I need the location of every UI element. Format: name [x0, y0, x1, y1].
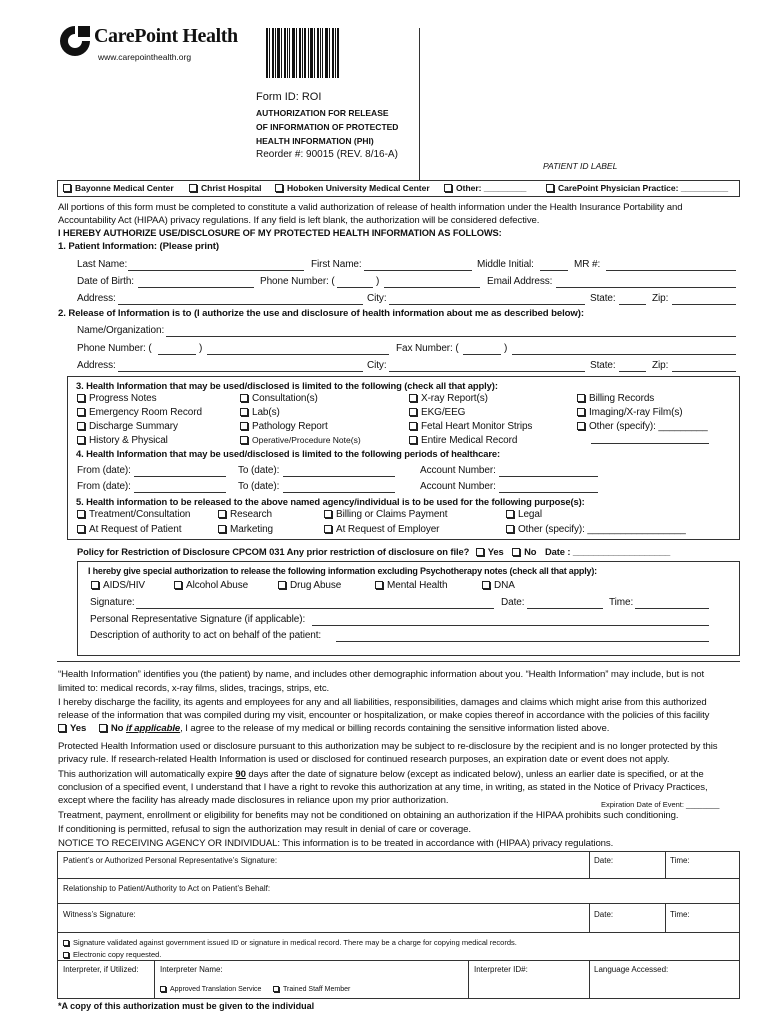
- chk-other-info-label: Other (specify): _________: [589, 421, 708, 432]
- facility-hoboken[interactable]: [275, 183, 430, 193]
- patient-id-label: PATIENT ID LABEL: [543, 161, 618, 171]
- middle-initial-label: Middle Initial:: [477, 259, 534, 270]
- chk-request-patient-label: At Request of Patient: [89, 524, 182, 535]
- table-row-divider-4: [57, 960, 740, 961]
- chk-approved-translation[interactable]: [160, 986, 261, 993]
- expiration-post: days after the date of signature below (except as indicated below), unless an earlier date is specified, or at the: [245, 769, 704, 780]
- logo-text: CarePoint Health: [94, 25, 238, 47]
- chk-marketing-label: Marketing: [230, 524, 274, 535]
- form-id: Form ID: ROI: [256, 91, 322, 103]
- chk-aids-hiv-label: AIDS/HIV: [103, 580, 145, 591]
- conditioning-2: If conditioning is permitted, refusal to sign the authorization may result in denial of care or coverage.: [58, 824, 471, 835]
- chk-consultation-label: Consultation(s): [252, 393, 318, 404]
- special-date-field[interactable]: [527, 608, 603, 609]
- from-date-1-label: From (date):: [77, 465, 131, 476]
- chk-discharge-summary[interactable]: [77, 421, 178, 432]
- zip-field[interactable]: [672, 304, 736, 305]
- chk-billing-claims[interactable]: [324, 509, 447, 520]
- email-label: Email Address:: [487, 276, 553, 287]
- chk-emergency-room-label: Emergency Room Record: [89, 407, 202, 418]
- chk-signature-validated[interactable]: [63, 938, 517, 947]
- special-heading: I hereby give special authorization to release the following information excluding Psychotherapy notes (check all that apply):: [88, 566, 597, 576]
- recipient-phone-area-field[interactable]: [158, 354, 196, 355]
- reorder-number: Reorder #: 90015 (REV. 8/16-A): [256, 149, 398, 160]
- state-field[interactable]: [619, 304, 646, 305]
- middle-initial-field[interactable]: [540, 270, 568, 271]
- sensitive-consent-text: , I agree to the release of my medical or billing records containing the sensitive information listed above.: [180, 723, 610, 734]
- expiration-pre: This authorization will automatically expire: [58, 769, 236, 780]
- last-name-label: Last Name:: [77, 259, 128, 270]
- chk-xray-report[interactable]: [409, 393, 488, 404]
- section1-heading: 1. Patient Information: (Please print): [58, 241, 219, 252]
- approved-translation-label: Approved Translation Service: [170, 986, 262, 993]
- name-org-field[interactable]: [166, 336, 736, 337]
- table-col-time-1: [665, 852, 666, 879]
- redisclosure-1: Protected Health Information used or disclosure pursuant to this authorization may be subject to re-disclosure by the recipient and is no longer protected by this: [58, 741, 718, 752]
- chk-request-employer[interactable]: [324, 524, 439, 535]
- barcode: [266, 28, 340, 78]
- intro-line-2: Accountability Act (HIPAA) privacy regulations. If any field is left blank, the authorization will be considered defective.: [58, 215, 540, 226]
- account-2-label: Account Number:: [420, 481, 496, 492]
- chk-request-patient[interactable]: [77, 524, 181, 535]
- form-title-line-3: HEALTH INFORMATION (PHI): [256, 136, 374, 146]
- chk-alcohol-abuse-label: Alcohol Abuse: [186, 580, 249, 591]
- facility-hoboken-label: Hoboken University Medical Center: [287, 183, 430, 193]
- table-row-divider-1: [57, 878, 740, 879]
- section2-heading: 2. Release of Information is to (I authorize the use and disclosure of health information about me as described below):: [58, 308, 584, 319]
- chk-imaging-label: Imaging/X-ray Film(s): [589, 407, 683, 418]
- patient-signature-cell[interactable]: Patient’s or Authorized Personal Representative’s Signature:: [63, 856, 278, 865]
- health-info-definition-1: “Health Information” identifies you (the patient) by name, and includes other demographic information about you. “Health Information” may include, but is not: [58, 669, 705, 680]
- table-col-time-2: [665, 904, 666, 933]
- facility-other[interactable]: [444, 183, 526, 193]
- chk-aids-hiv[interactable]: [91, 580, 145, 591]
- chk-ekg-eeg[interactable]: [409, 407, 465, 418]
- chk-electronic-copy[interactable]: [63, 950, 161, 959]
- rep-signature-label: Personal Representative Signature (if applicable):: [90, 614, 306, 625]
- recipient-phone-close: ): [199, 343, 203, 354]
- carepoint-logo-icon: [58, 24, 92, 58]
- recipient-state-field[interactable]: [619, 371, 646, 372]
- sensitive-yes-label: Yes: [70, 723, 87, 734]
- special-time-field[interactable]: [635, 608, 709, 609]
- expiration-2: conclusion of a specified event, I understand that I have a right to revoke this authorization at any time, in writing, as stated in the Notice of Privacy Practices,: [58, 782, 708, 793]
- redisclosure-2: privacy rule. If research-related Health Information is used or disclosed for continued research purposes, an expiration date or event does not apply.: [58, 754, 670, 765]
- chk-drug-abuse[interactable]: [278, 580, 341, 591]
- chk-operative-notes[interactable]: [240, 435, 361, 445]
- interpreter-name-cell[interactable]: Interpreter Name:: [160, 965, 223, 974]
- fax-label: Fax Number: (: [396, 343, 459, 354]
- chk-dna[interactable]: [482, 580, 515, 591]
- section3-heading: 3. Health Information that may be used/disclosed is limited to the following (check all that apply):: [76, 380, 498, 391]
- mr-label: MR #:: [574, 259, 601, 270]
- expiration-3: except where the facility has already made disclosures in reliance upon my prior authorization.: [58, 795, 449, 806]
- recipient-phone-field[interactable]: [207, 354, 389, 355]
- account-1-label: Account Number:: [420, 465, 496, 476]
- language-accessed-cell[interactable]: Language Accessed:: [594, 965, 669, 974]
- relationship-cell[interactable]: Relationship to Patient/Authority to Act on Patient’s Behalf:: [63, 884, 271, 893]
- recipient-city-field[interactable]: [389, 371, 585, 372]
- sensitive-no-label: No: [110, 723, 124, 734]
- table-col-interp-2: [468, 961, 469, 999]
- chk-progress-notes[interactable]: [77, 393, 157, 404]
- fax-close: ): [504, 343, 508, 354]
- fax-area-field[interactable]: [463, 354, 501, 355]
- chk-drug-abuse-label: Drug Abuse: [290, 580, 342, 591]
- chk-emergency-room[interactable]: [77, 407, 202, 418]
- interpreter-id-cell[interactable]: Interpreter ID#:: [474, 965, 528, 974]
- chk-imaging[interactable]: [577, 407, 682, 418]
- conditioning-1: Treatment, payment, enrollment or eligibility for benefits may not be conditioned on obtaining an authorization if the HIPAA prohibits such conditioning.: [58, 810, 679, 821]
- signature-validated-label: Signature validated against government issued ID or signature in medical record. There may be a charge for copying medical records.: [73, 938, 517, 947]
- chk-consultation[interactable]: [240, 393, 318, 404]
- patient-time-cell[interactable]: Time:: [670, 856, 690, 865]
- chk-ekg-eeg-label: EKG/EEG: [421, 407, 466, 418]
- if-applicable-text: if applicable: [126, 723, 181, 734]
- table-row-divider-2: [57, 903, 740, 904]
- to-date-2-label: To (date):: [238, 481, 280, 492]
- chk-progress-notes-label: Progress Notes: [89, 393, 157, 404]
- chk-mental-health[interactable]: [375, 580, 447, 591]
- expiration-1: [58, 769, 704, 780]
- chk-research-label: Research: [230, 509, 272, 520]
- from-date-2-label: From (date):: [77, 481, 131, 492]
- authority-description-label: Description of authority to act on behalf of the patient:: [90, 630, 322, 641]
- chk-billing-records-label: Billing Records: [589, 393, 655, 404]
- signature-table: [57, 851, 740, 999]
- chk-entire-record-label: Entire Medical Record: [421, 435, 518, 446]
- chk-other-purpose[interactable]: [506, 524, 686, 535]
- address-field[interactable]: [118, 304, 363, 305]
- chk-discharge-summary-label: Discharge Summary: [89, 421, 178, 432]
- header-divider: [419, 28, 420, 180]
- witness-signature-cell[interactable]: Witness’s Signature:: [63, 910, 136, 919]
- chk-billing-records[interactable]: [577, 393, 654, 404]
- interpreter-utilized-cell: Interpreter, if Utilized:: [63, 965, 139, 974]
- chk-fetal-heart-label: Fetal Heart Monitor Strips: [421, 421, 533, 432]
- from-date-1-field[interactable]: [134, 476, 226, 477]
- health-info-definition-2: limited to: medical records, x-ray films, slides, tracings, strips, etc.: [58, 683, 330, 694]
- section-divider: [57, 661, 740, 662]
- to-date-1-label: To (date):: [238, 465, 280, 476]
- table-col-date-1: [589, 852, 590, 879]
- witness-date-cell[interactable]: Date:: [594, 910, 614, 919]
- chk-operative-notes-label: Operative/Procedure Note(s): [252, 435, 361, 445]
- chk-history-physical[interactable]: [77, 435, 168, 446]
- email-field[interactable]: [556, 287, 736, 288]
- last-name-field[interactable]: [128, 270, 304, 271]
- section5-heading: 5. Health information to be released to the above named agency/individual is to be used for the following purpose(s):: [76, 496, 585, 507]
- witness-time-cell[interactable]: Time:: [670, 910, 690, 919]
- intro-line-1: All portions of this form must be completed to constitute a valid authorization of release of health information under the Health Insurance Portability and: [58, 202, 683, 213]
- recipient-address-label: Address:: [77, 360, 116, 371]
- chk-request-employer-label: At Request of Employer: [336, 524, 440, 535]
- chk-marketing[interactable]: [218, 524, 273, 535]
- rep-signature-field[interactable]: [312, 625, 709, 626]
- city-field[interactable]: [389, 304, 585, 305]
- chk-legal[interactable]: [506, 509, 542, 520]
- chk-other-info[interactable]: [577, 421, 708, 432]
- chk-pathology-label: Pathology Report: [252, 421, 328, 432]
- form-title-line-2: OF INFORMATION OF PROTECTED: [256, 122, 399, 132]
- special-date-label: Date:: [501, 597, 525, 608]
- footer-note: *A copy of this authorization must be given to the individual: [58, 1001, 315, 1011]
- chk-treatment[interactable]: [77, 509, 190, 520]
- facility-bayonne-label: Bayonne Medical Center: [75, 183, 174, 193]
- zip-label: Zip:: [652, 293, 669, 304]
- state-label: State:: [590, 293, 616, 304]
- table-row-divider-3: [57, 932, 740, 933]
- facility-christ[interactable]: [189, 183, 261, 193]
- chk-treatment-label: Treatment/Consultation: [89, 509, 191, 520]
- chk-fetal-heart[interactable]: [409, 421, 532, 432]
- section4-heading: 4. Health Information that may be used/disclosed is limited to the following periods of healthcare:: [76, 448, 501, 459]
- phone-close: ): [376, 276, 380, 287]
- electronic-copy-label: Electronic copy requested.: [73, 950, 162, 959]
- address-label: Address:: [77, 293, 116, 304]
- chk-alcohol-abuse[interactable]: [174, 580, 248, 591]
- policy-no[interactable]: [512, 546, 536, 557]
- patient-date-cell[interactable]: Date:: [594, 856, 614, 865]
- expiration-event[interactable]: Expiration Date of Event: ________: [601, 800, 720, 809]
- mr-field[interactable]: [606, 270, 736, 271]
- to-date-1-field[interactable]: [283, 476, 395, 477]
- city-label: City:: [367, 293, 387, 304]
- special-signature-field[interactable]: [136, 608, 494, 609]
- facility-christ-label: Christ Hospital: [201, 183, 262, 193]
- sensitive-consent-row: [58, 723, 609, 734]
- policy-yes-label: Yes: [487, 546, 504, 557]
- authority-description-field[interactable]: [336, 641, 709, 642]
- sensitive-no[interactable]: [99, 723, 124, 734]
- special-time-label: Time:: [609, 597, 634, 608]
- from-date-2-field[interactable]: [134, 492, 226, 493]
- recipient-state-label: State:: [590, 360, 616, 371]
- logo: [58, 24, 92, 61]
- name-org-label: Name/Organization:: [77, 325, 165, 336]
- chk-other-purpose-label: Other (specify): __________________: [518, 524, 686, 535]
- notice-receiving-agency: NOTICE TO RECEIVING AGENCY OR INDIVIDUAL: This information is to be treated in accordance with (HIPAA) privacy regulations.: [58, 838, 614, 849]
- table-col-date-2: [589, 904, 590, 933]
- fax-field[interactable]: [512, 354, 736, 355]
- phone-field[interactable]: [384, 287, 480, 288]
- facility-physician-practice-label: CarePoint Physician Practice: __________: [558, 183, 729, 193]
- facility-physician-practice[interactable]: [546, 183, 728, 193]
- dob-label: Date of Birth:: [77, 276, 134, 287]
- chk-trained-staff[interactable]: [273, 986, 350, 993]
- to-date-2-field[interactable]: [283, 492, 395, 493]
- recipient-zip-label: Zip:: [652, 360, 669, 371]
- discharge-paragraph-1: I hereby discharge the facility, its agents and employees for any and all liabilities, responsibilities, damages and claims which might arise from this authorized: [58, 697, 707, 708]
- policy-text: Policy for Restriction of Disclosure CPCOM 031 Any prior restriction of disclosure on file?: [77, 546, 470, 557]
- phone-label: Phone Number: (: [260, 276, 335, 287]
- facility-other-label: Other: _________: [456, 183, 527, 193]
- recipient-city-label: City:: [367, 360, 387, 371]
- facility-bayonne[interactable]: [63, 183, 174, 193]
- chk-research[interactable]: [218, 509, 272, 520]
- chk-pathology[interactable]: [240, 421, 328, 432]
- sensitive-yes[interactable]: [58, 723, 86, 734]
- first-name-label: First Name:: [311, 259, 362, 270]
- special-signature-label: Signature:: [90, 597, 135, 608]
- policy-row: [77, 546, 670, 557]
- discharge-paragraph-2: release of the information that was compiled during my visit, encounter or hospitalization, or make copies thereof in accordance with the policies of this facility: [58, 710, 710, 721]
- policy-yes[interactable]: [476, 546, 504, 557]
- chk-billing-claims-label: Billing or Claims Payment: [336, 509, 448, 520]
- authorize-heading: I HEREBY AUTHORIZE USE/DISCLOSURE OF MY PROTECTED HEALTH INFORMATION AS FOLLOWS:: [58, 228, 502, 238]
- recipient-zip-field[interactable]: [672, 371, 736, 372]
- website: www.carepointhealth.org: [98, 52, 192, 62]
- phone-area-field[interactable]: [337, 287, 373, 288]
- table-col-interp-3: [589, 961, 590, 999]
- chk-labs-label: Lab(s): [252, 407, 280, 418]
- trained-staff-label: Trained Staff Member: [283, 986, 351, 993]
- recipient-address-field[interactable]: [118, 371, 363, 372]
- account-2-field[interactable]: [499, 492, 598, 493]
- first-name-field[interactable]: [364, 270, 472, 271]
- recipient-phone-label: Phone Number: (: [77, 343, 152, 354]
- policy-date[interactable]: Date : ___________________: [544, 546, 671, 557]
- chk-entire-record[interactable]: [409, 435, 517, 446]
- table-col-interp-1: [154, 961, 155, 999]
- chk-xray-report-label: X-ray Report(s): [421, 393, 488, 404]
- account-1-field[interactable]: [499, 476, 598, 477]
- chk-history-physical-label: History & Physical: [89, 435, 168, 446]
- policy-no-label: No: [524, 546, 537, 557]
- chk-mental-health-label: Mental Health: [387, 580, 448, 591]
- chk-labs[interactable]: [240, 407, 280, 418]
- other-info-extra-field[interactable]: [591, 443, 709, 444]
- dob-field[interactable]: [138, 287, 254, 288]
- expiration-days: 90: [235, 769, 246, 780]
- chk-legal-label: Legal: [518, 509, 542, 520]
- chk-dna-label: DNA: [494, 580, 515, 591]
- form-title-line-1: AUTHORIZATION FOR RELEASE: [256, 108, 389, 118]
